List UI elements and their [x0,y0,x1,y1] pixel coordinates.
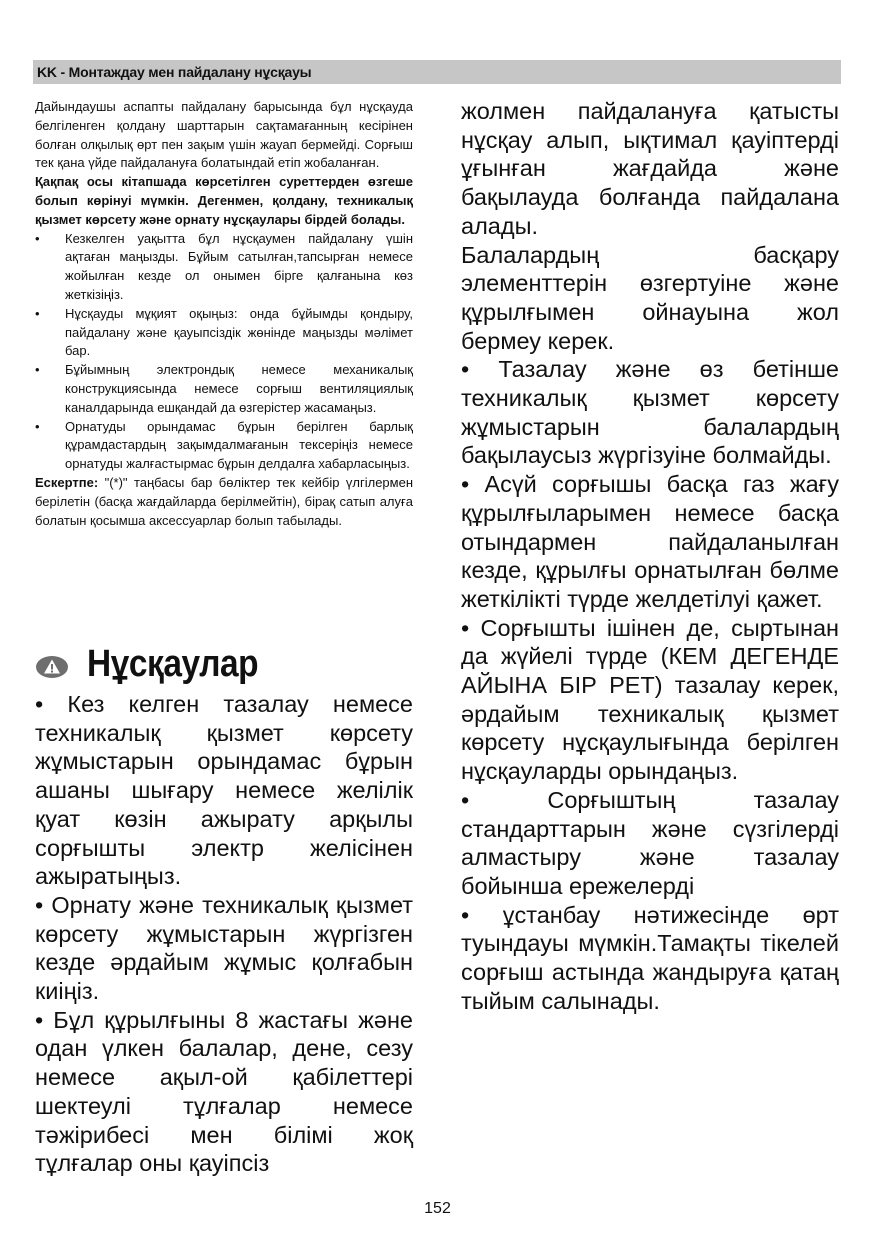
warning-icon [35,655,69,679]
page-number: 152 [424,1200,451,1217]
note-text: "(*)" таңбасы бар бөліктер тек кейбір үлгілермен берілетін (басқа жағдайларда берілмейтін), бірақ сатып алуға болатын қосымша аксессуарлар болып табылады. [35,474,413,528]
list-item [35,361,413,417]
intro-bullet-list [35,230,413,474]
intro-block [35,98,413,530]
section-title: Нұсқаулар [87,643,259,685]
body-paragraph: • Сорғыштың тазалау стандарттарын және сүзгілерді алмастыру және тазалау бойынша ережелерді [461,786,839,899]
bullet-icon: • [35,305,40,321]
bullet-icon: • [35,230,40,246]
list-item-text: Нұсқауды мұқият оқыңыз: онда бұйымды қондыру, пайдалану және қауыпсіздік жөнінде маңызды мәлімет бар. [65,305,413,359]
body-paragraph: жолмен пайдалануға қатысты нұсқау алып, ықтимал қауіптерді ұғынған жағдайда және бақылауда болғанда пайдалана алады. [461,98,839,239]
body-paragraph: • Кез келген тазалау немесе техникалық қызмет көрсету жұмыстарын орындамас бұрын ашаны шығару немесе желілік қуат көзін ажырату арқылы сорғышты электр желісінен ажыратыңыз. [35,691,413,890]
header-bar [33,60,841,84]
intro-bold-paragraph: Қақпақ осы кітапшада көрсетілген суреттерден өзгеше болып көрінуі мүмкін. Дегенмен, қолдану, техникалық қызмет көрсету және орнату нұсқаулары бірдей болады. [35,174,413,227]
right-column-body [461,97,839,1016]
list-item-text: Бұйымның электрондық немесе механикалық конструкциясында немесе сорғыш вентиляциялық каналдарында ешқандай да өзгерістер жасамаңыз. [65,362,413,415]
list-item [35,305,413,361]
list-item-text: Орнатуды орындамас бұрын берілген барлық құрамдастардың зақымдалмағанын тексеріңіз немесе орнатуды жалғастырмас бұрын делдалға хабарласыңыз. [65,418,413,472]
note-label: Ескертпе: [35,474,99,490]
bullet-icon: • [35,362,40,378]
body-paragraph: • Асүй сорғышы басқа газ жағу құрылғыларымен немесе басқа отындармен пайдаланылған кезде, құрылғы орнатылған бөлме жеткілікті түрде желдетілуі қажет. [461,471,839,612]
left-column-body [35,690,413,1178]
body-paragraph: • Тазалау және өз бетінше техникалық қызмет көрсету жұмыстарын балалардың бақылаусыз жүргізуіне болмайды. [461,356,839,469]
body-paragraph: • ұстанбау нәтижесінде өрт туындауы мүмкін.Тамақты тікелей сорғыш астында жандыруға қатаң тыйым салынады. [461,901,839,1014]
list-item [35,418,413,474]
list-item [35,230,413,305]
list-item-text: Кезкелген уақытта бұл нұсқаумен пайдалану үшін ақтаған маңызды. Бұйым сатылған,тапсырған немесе жойылған кезде ол онымен бірге қалғанына көз жеткізіңіз. [65,230,413,302]
note-paragraph [35,474,413,530]
bullet-icon: • [35,418,40,434]
body-paragraph: Балалардың басқару элементтерін өзгертуіне және құрылғымен ойнауына жол бермеу керек. [461,241,839,354]
intro-paragraph: Дайындаушы аспапты пайдалану барысында бұл нұсқауда белгіленген қолдану шарттарын сақтамағанның кесірінен болған олқылық өрт пен зақым үшін жауап бермейді. Сорғыш тек қана үйде пайдалануға болатындай етіп жобаланған. [35,99,413,171]
body-paragraph: • Орнату және техникалық қызмет көрсету жұмыстарын жүргізген кезде әрдайым жұмыс қолғабын киіңіз. [35,891,413,1005]
body-paragraph: • Сорғышты ішінен де, сыртынан да жүйелі түрде (КЕМ ДЕГЕНДЕ АЙЫНА БІР РЕТ) тазалау керек, әрдайым техникалық қызмет көрсету нұсқаулығында берілген нұсқауларды орындаңыз. [461,614,839,785]
section-heading [35,643,413,695]
body-paragraph: • Бұл құрылғыны 8 жастағы және одан үлкен балалар, дене, сезу немесе ақыл-ой қабілеттері шектеулі тұлғалар немесе тәжірибесі мен білімі жоқ тұлғалар оны қауіпсіз [35,1006,413,1177]
header-title: KK - Монтаждау мен пайдалану нұсқауы [37,64,312,80]
